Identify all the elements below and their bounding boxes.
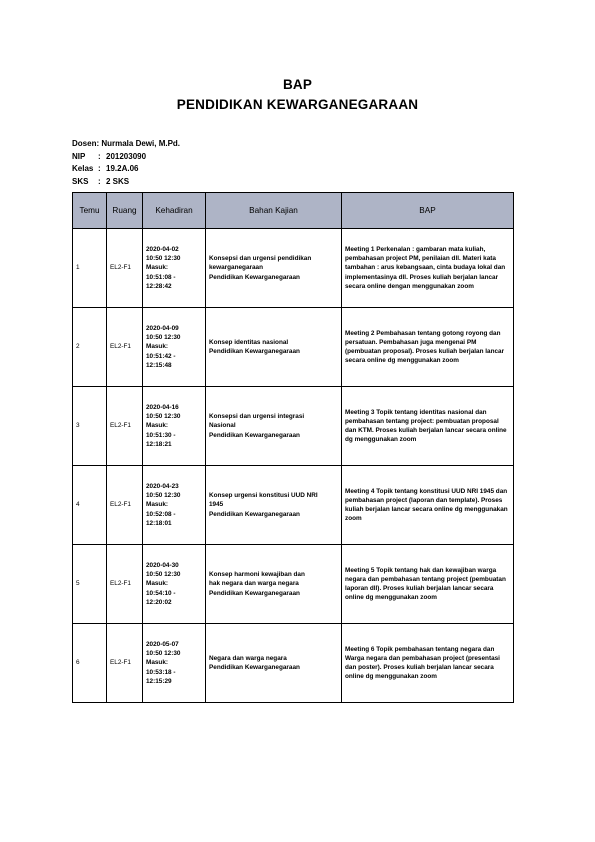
room-cell: EL2-F1 [107,387,143,466]
nip-label: NIP [72,151,86,161]
attendance-line: 2020-04-23 [146,482,179,490]
header-bahan-kajian: Bahan Kajian [206,193,342,229]
attendance-line: 2020-04-09 [146,324,179,332]
attendance-line: Masuk: [146,343,169,351]
header-kehadiran: Kehadiran [143,193,206,229]
meeting-number: 2 [73,308,107,387]
bap-notes-text: Meeting 5 Topik tentang hak dan kewajiban warga negara dan pembahasan tentang project (pembuatan laporan dll). Proses kuliah berjalan lancar secara online dg menggunakan zoom [345,566,506,602]
attendance-line: 10:53:18 - [146,668,176,676]
topic-line: Nasional [209,422,236,430]
room-cell: EL2-F1 [107,545,143,624]
bap-notes-cell [342,229,514,308]
topic-cell [206,466,342,545]
header-temu: Temu [73,193,107,229]
bap-notes-text: Meeting 3 Topik tentang identitas nasional dan pembahasan tentang project: pembuatan proposal dan KTM. Proses kuliah berjalan lancar secara online dg menggunakan zoom [345,408,507,444]
bap-notes-cell [342,466,514,545]
topic-line: Konsep urgensi konstitusi UUD NRI [209,492,318,500]
topic-cell [206,624,342,703]
table-row [73,545,514,624]
bap-notes-cell [342,387,514,466]
kelas-row: Kelas : 19.2A.06 [72,163,180,176]
topic-line: hak negara dan warga negara [209,580,299,588]
attendance-line: 12:18:01 [146,519,172,527]
meeting-number: 5 [73,545,107,624]
meeting-number: 3 [73,387,107,466]
attendance-line: 12:15:48 [146,361,172,369]
attendance-line: 2020-04-16 [146,403,179,411]
bap-notes-cell [342,624,514,703]
topic-line: Pendidikan Kewarganegaraan [209,589,300,597]
kelas-label: Kelas [72,164,94,174]
meeting-number: 1 [73,229,107,308]
sks-row: SKS : 2 SKS [72,176,180,189]
attendance-line: 10:50 12:30 [146,492,181,500]
table-row [73,387,514,466]
room-cell: EL2-F1 [107,624,143,703]
topic-line: Konsep harmoni kewajiban dan [209,571,305,579]
attendance-line: 10:51:30 - [146,431,176,439]
attendance-line: 2020-04-30 [146,561,179,569]
bap-notes-cell [342,545,514,624]
bap-notes-text: Meeting 6 Topik pembahasan tentang negara dan Warga negara dan pembahasan project (presentasi dan poster). Proses kuliah berjalan lancar secara online dg menggunakan zoom [345,645,500,681]
attendance-line: Masuk: [146,501,169,509]
document-title: BAP [282,77,313,92]
attendance-line: 10:50 12:30 [146,650,181,658]
table-row [73,308,514,387]
header-bap: BAP [342,193,514,229]
attendance-line: 2020-05-07 [146,640,179,648]
topic-line: kewarganegaraan [209,264,263,272]
dosen-row: Dosen : Nurmala Dewi, M.Pd. [72,138,180,151]
sks-value: 2 SKS [106,176,130,186]
attendance-line: 10:50 12:30 [146,255,181,263]
attendance-line: Masuk: [146,264,169,272]
dosen-value: Nurmala Dewi, M.Pd. [101,139,181,148]
attendance-cell [143,387,206,466]
topic-cell [206,387,342,466]
attendance-line: 10:52:08 - [146,510,176,518]
meeting-number: 6 [73,624,107,703]
room-cell: EL2-F1 [107,229,143,308]
attendance-line: 10:54:10 - [146,589,176,597]
topic-line: Negara dan warga negara [209,654,287,662]
topic-cell [206,229,342,308]
topic-line: 1945 [209,501,224,509]
dosen-label: Dosen [72,139,97,148]
document-subtitle: PENDIDIKAN KEWARGANEGARAAN [176,97,419,112]
attendance-line: 12:28:42 [146,282,172,290]
meeting-number: 4 [73,466,107,545]
attendance-line: Masuk: [146,422,169,430]
sks-label: SKS [72,176,89,186]
attendance-cell [143,229,206,308]
attendance-line: 10:51:42 - [146,352,176,360]
attendance-line: 10:50 12:30 [146,571,181,579]
attendance-line: 2020-04-02 [146,245,179,253]
topic-cell [206,308,342,387]
table-row [73,466,514,545]
attendance-line: Masuk: [146,659,169,667]
topic-line: Pendidikan Kewarganegaraan [209,273,300,281]
attendance-cell [143,545,206,624]
bap-notes-cell [342,308,514,387]
topic-line: Pendidikan Kewarganegaraan [209,348,300,355]
attendance-cell [143,308,206,387]
attendance-cell [143,466,206,545]
topic-line: Pendidikan Kewarganegaraan [209,510,300,518]
table-header-row [73,193,514,229]
topic-line: Konsepsi dan urgensi integrasi [209,413,305,421]
topic-line: Pendidikan Kewarganegaraan [209,664,300,671]
bap-notes-text: Meeting 4 Topik tentang konstitusi UUD NRI 1945 dan pembahasan project (laporan dan template). Proses kuliah berjalan lancar secara online dg menggunakan zoom [345,487,508,523]
header-ruang: Ruang [107,193,143,229]
kelas-value: 19.2A.06 [106,164,139,174]
attendance-cell [143,624,206,703]
table-row [73,624,514,703]
attendance-line: 10:51:08 - [146,273,176,281]
topic-line: Konsepsi dan urgensi pendidikan [209,255,312,263]
bap-notes-text: Meeting 1 Perkenalan : gambaran mata kuliah, pembahasan project PM, penilaian dll. Materi kata tambahan : arus kebangsaan, cinta budaya lokal dan implementasinya dll. Proses kuliah berjalan lancar secara online dengan menggunakan zoom [345,245,506,290]
attendance-line: 12:18:21 [146,440,172,448]
attendance-line: 10:50 12:30 [146,413,181,421]
nip-row: NIP : 201203090 [72,151,180,164]
attendance-line: 12:15:29 [146,677,172,685]
topic-cell [206,545,342,624]
bap-table [72,192,514,703]
topic-line: Pendidikan Kewarganegaraan [209,431,300,439]
table-body [73,229,514,703]
attendance-line: 10:50 12:30 [146,334,181,342]
attendance-line: 12:20:02 [146,598,172,606]
lecturer-info [72,138,180,188]
nip-value: 201203090 [106,151,147,161]
room-cell: EL2-F1 [107,466,143,545]
attendance-line: Masuk: [146,580,169,588]
topic-line: Konsep identitas nasional [209,338,289,346]
bap-notes-text: Meeting 2 Pembahasan tentang gotong royong dan persatuan. Pembahasan juga mengenai PM (pembuatan proposal). Proses kuliah berjalan lancar secara online dg menggunakan zoom [345,329,505,365]
room-cell: EL2-F1 [107,308,143,387]
table-row [73,229,514,308]
